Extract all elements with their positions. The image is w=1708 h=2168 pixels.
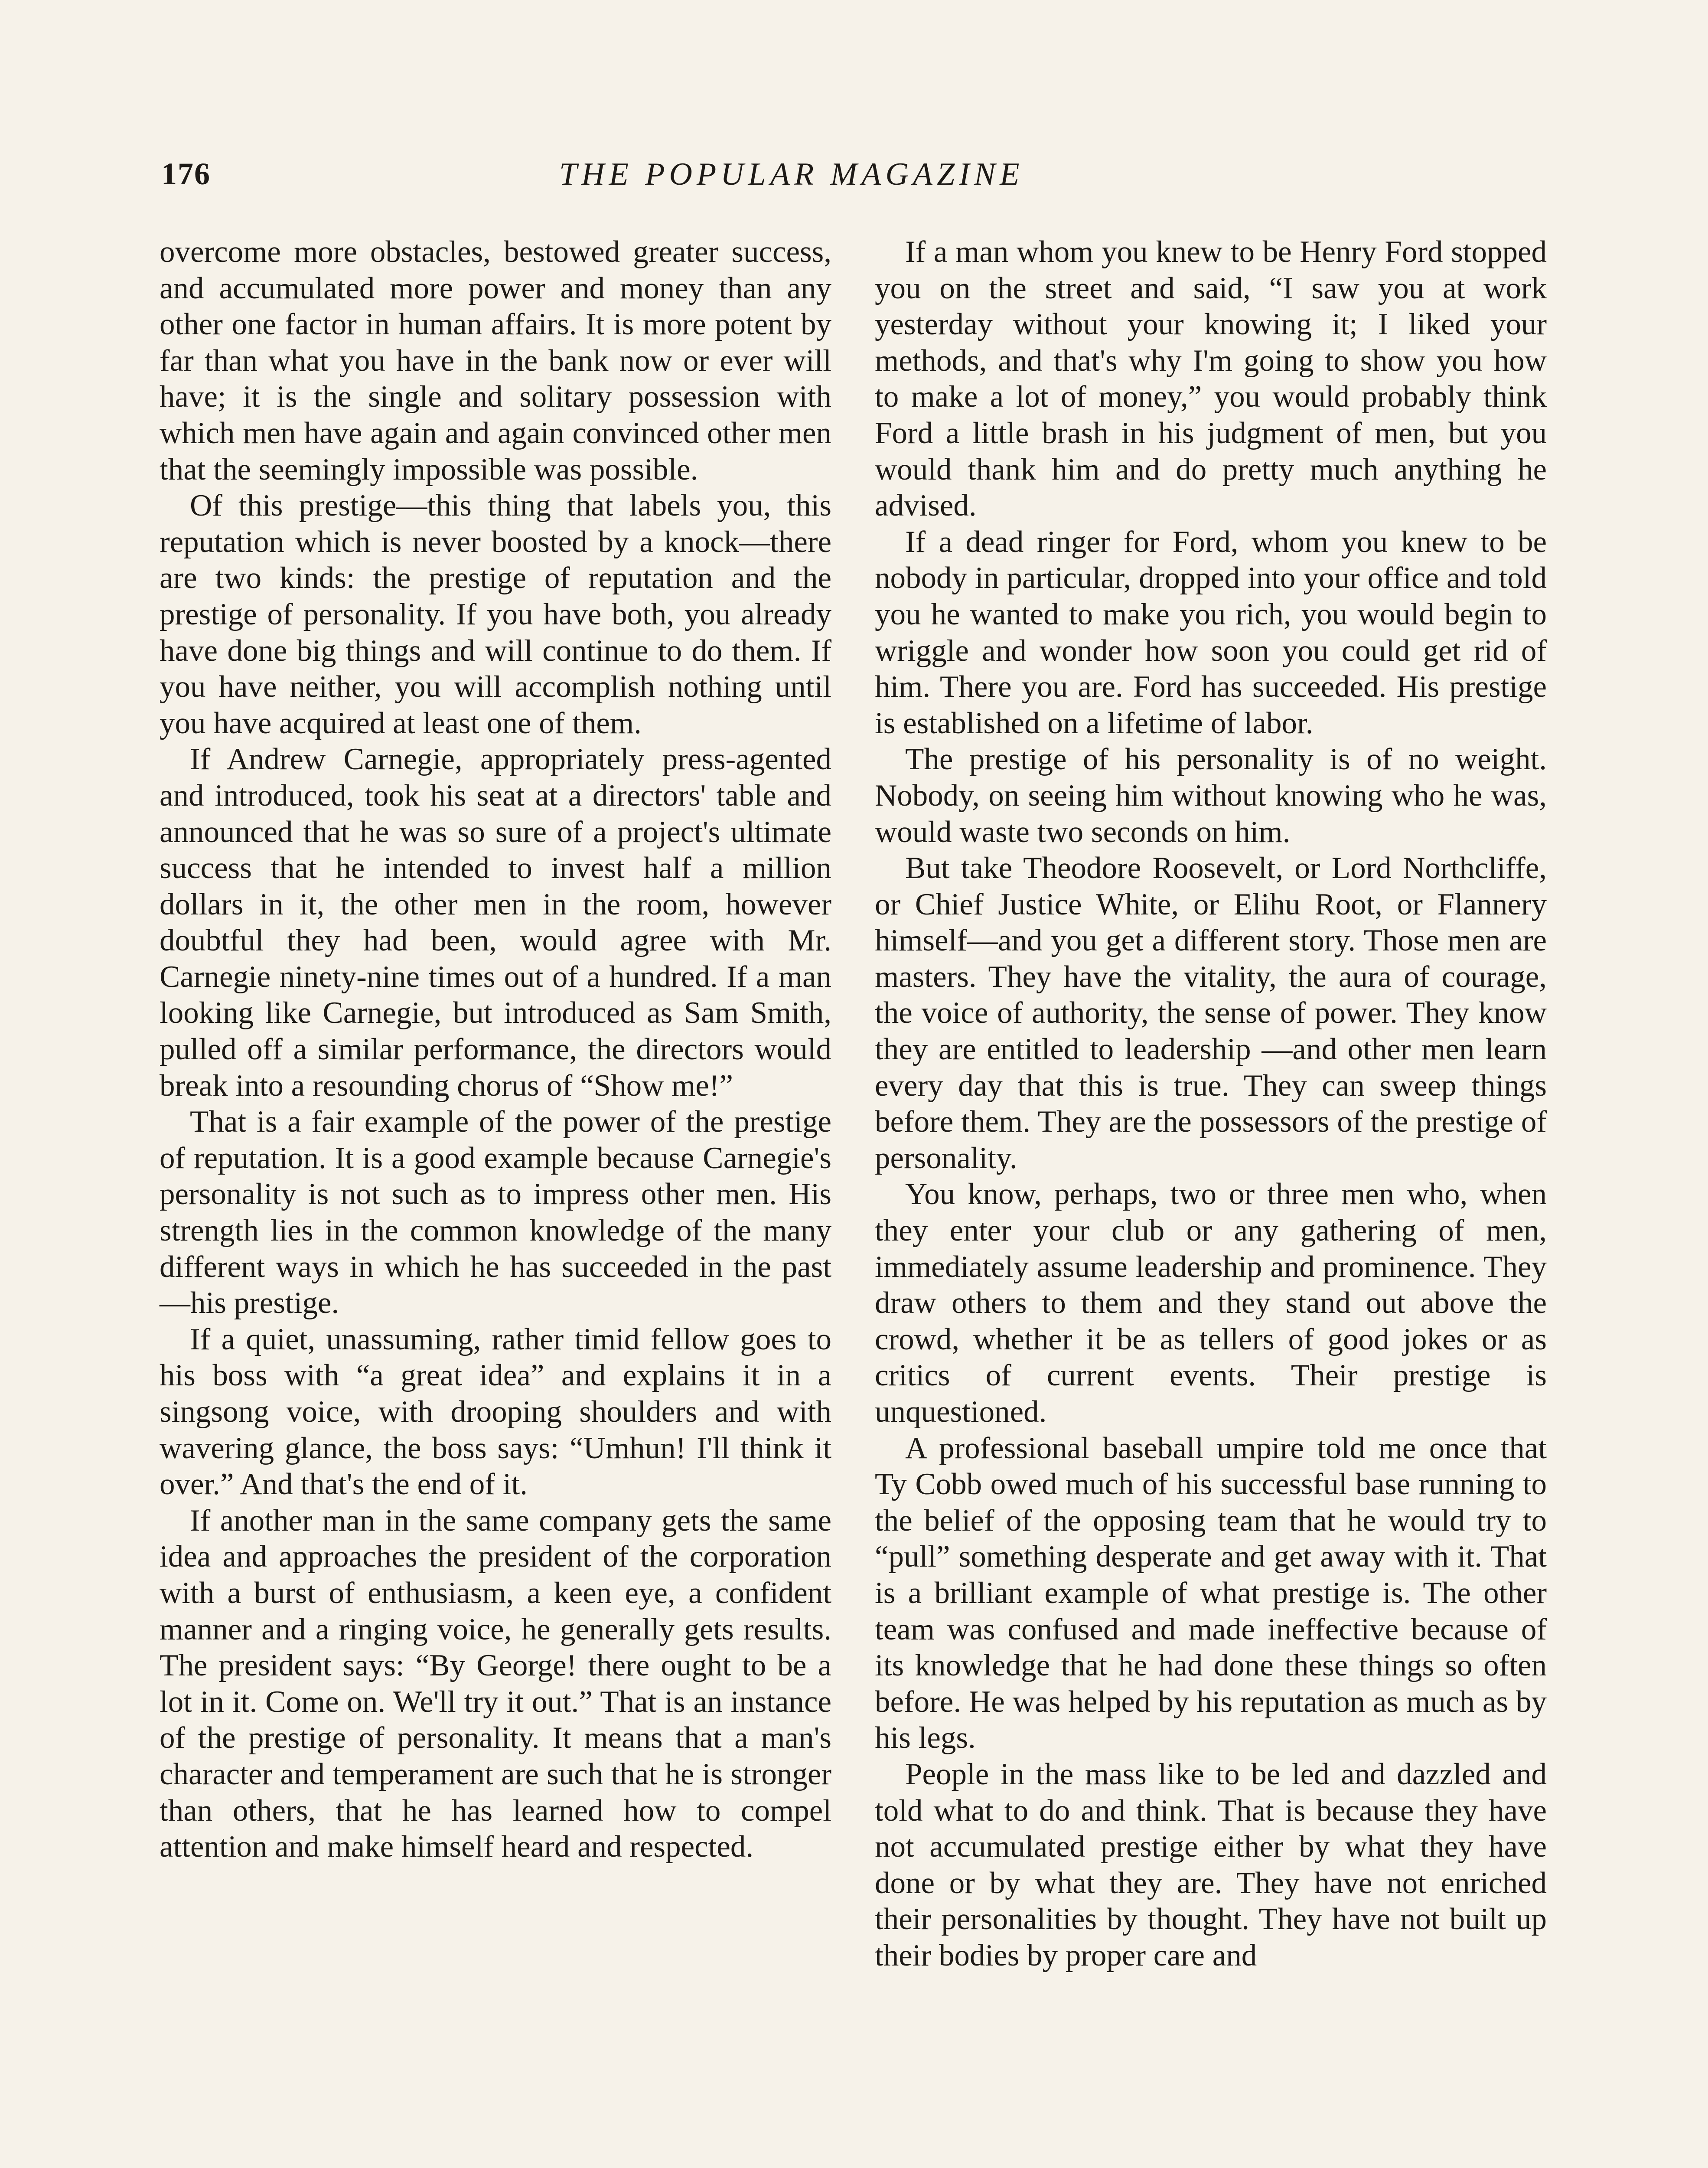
page-number: 176 — [161, 157, 211, 191]
paragraph: You know, perhaps, two or three men who, when they enter your club or any gathering of men, immediately assume leadership and prominence. They draw others to them and they stand out above the crowd, whether it be as tellers of good jokes or as critics of current events. Their prestige is unquestioned. — [875, 1177, 1547, 1429]
paragraph: A professional baseball umpire told me once that Ty Cobb owed much of his successful base running to the belief of the opposing team that he would try to “pull” something desperate and get away with it. That is a brilliant example of what prestige is. The other team was confused and made ineffective because of its knowledge that he had done these things so often before. He was helped by his reputation as much as by his legs. — [875, 1431, 1547, 1755]
paragraph: If a dead ringer for Ford, whom you knew to be nobody in particular, dropped into your office and told you he wanted to make you rich, you would begin to wriggle and wonder how soon you could get rid of him. There you are. Ford has succeeded. His prestige is established on a lifetime of labor. — [875, 525, 1547, 740]
paragraph: That is a fair example of the power of the prestige of reputation. It is a good example because Carnegie's personality is not such as to impress other men. His strength lies in the common knowledge of the many different ways in which he has succeeded in the past—his prestige. — [160, 1105, 831, 1320]
page-header — [0, 156, 1708, 208]
paragraph: If another man in the same company gets the same idea and approaches the president of the corporation with a burst of enthusiasm, a keen eye, a confident manner and a ringing voice, he generally gets results. The president says: “By George! there ought to be a lot in it. Come on. We'll try it out.” That is an instance of the prestige of personality. It means that a man's character and temperament are such that he is stronger than others, that he has learned how to compel attention and make himself heard and respected. — [160, 1503, 831, 1864]
paragraph: overcome more obstacles, bestowed greater success, and accumulated more power and money than any other one factor in human affairs. It is more potent by far than what you have in the bank now or ever will have; it is the single and solitary possession with which men have again and again convinced other men that the seemingly impossible was possible. — [160, 235, 831, 486]
paragraph: If a man whom you knew to be Henry Ford stopped you on the street and said, “I saw you at work yesterday without your knowing it; I liked your methods, and that's why I'm going to show you how to make a lot of money,” you would probably think Ford a little brash in his judgment of men, but you would thank him and do pretty much anything he advised. — [875, 235, 1547, 523]
paragraph: Of this prestige—this thing that labels you, this reputation which is never boosted by a knock—there are two kinds: the prestige of reputation and the prestige of personality. If you have both, you already have done big things and will continue to do them. If you have neither, you will accomplish nothing until you have acquired at least one of them. — [160, 489, 831, 740]
right-column — [875, 234, 1547, 1974]
paragraph: But take Theodore Roosevelt, or Lord Northcliffe, or Chief Justice White, or Elihu Root, or Flannery himself—and you get a different story. Those men are masters. They have the vitality, the aura of courage, the voice of authority, the sense of power. They know they are entitled to leadership —and other men learn every day that this is true. They can sweep things before them. They are the possessors of the prestige of personality. — [875, 851, 1547, 1175]
magazine-title: THE POPULAR MAGAZINE — [559, 157, 1024, 192]
paragraph: If Andrew Carnegie, appropriately press-agented and introduced, took his seat at a directors' table and announced that he was so sure of a project's ultimate success that he intended to invest half a million dollars in it, the other men in the room, however doubtful they had been, would agree with Mr. Carnegie ninety-nine times out of a hundred. If a man looking like Carnegie, but introduced as Sam Smith, pulled off a similar performance, the directors would break into a resounding chorus of “Show me!” — [160, 742, 831, 1103]
left-column — [160, 234, 831, 1865]
paragraph: If a quiet, unassuming, rather timid fellow goes to his boss with “a great idea” and explains it in a singsong voice, with drooping shoulders and with wavering glance, the boss says: “Umhun! I'll think it over.” And that's the end of it. — [160, 1322, 831, 1502]
paragraph: The prestige of his personality is of no weight. Nobody, on seeing him without knowing who he was, would waste two seconds on him. — [875, 742, 1547, 849]
paragraph: People in the mass like to be led and dazzled and told what to do and think. That is because they have not accumulated prestige either by what they have done or by what they are. They have not enriched their personalities by thought. They have not built up their bodies by proper care and — [875, 1757, 1547, 1972]
